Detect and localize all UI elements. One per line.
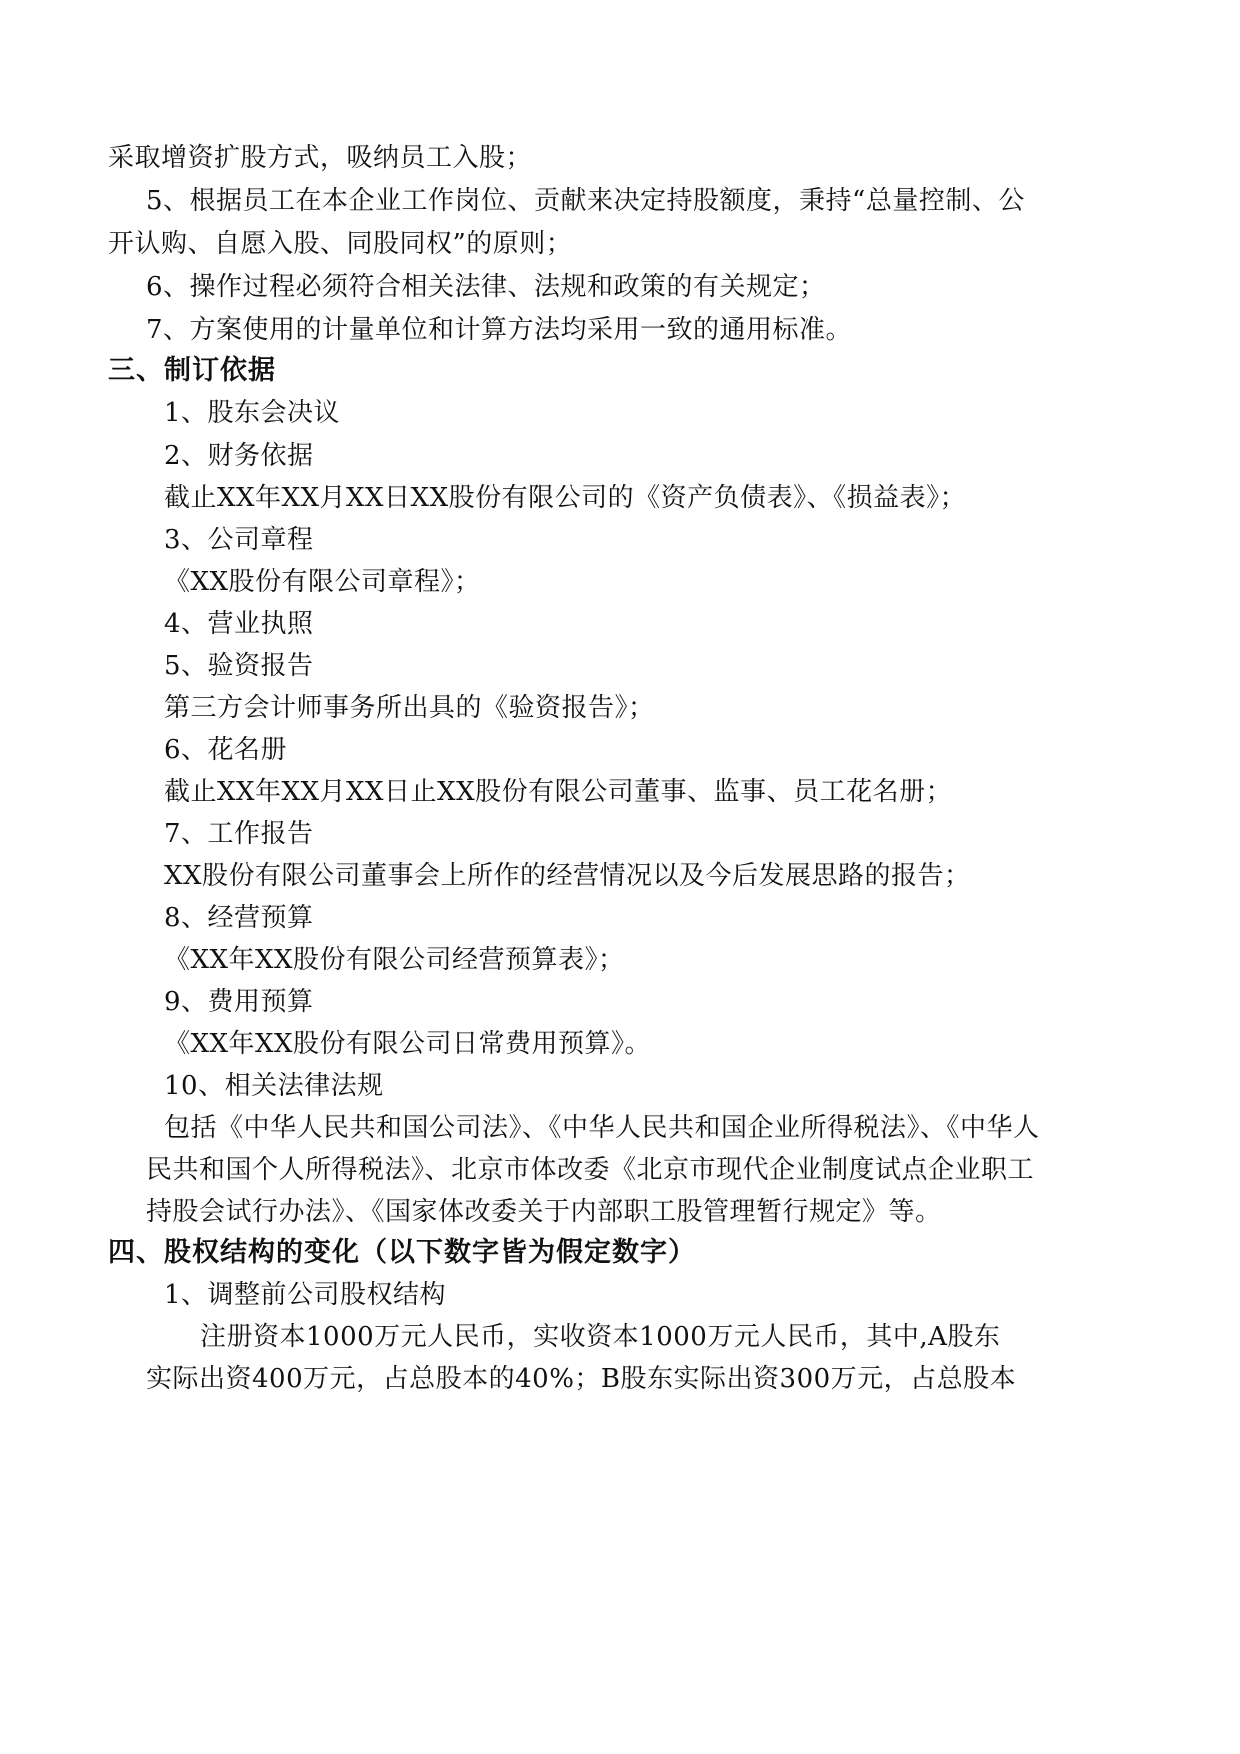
paragraph-line: 《XX股份有限公司章程》； [164,567,481,597]
paragraph-line: 注册资本1000万元人民币，实收资本1000万元人民币，其中,A股东 [200,1322,1001,1352]
paragraph-line: 截止XX年XX月XX日止XX股份有限公司董事、监事、员工花名册； [164,777,953,807]
paragraph-line: 开认购、自愿入股、同股同权”的原则； [108,229,573,259]
list-item: 3、公司章程 [164,525,314,555]
paragraph-line: 《XX年XX股份有限公司日常费用预算》。 [164,1029,652,1059]
paragraph-line: 包括《中华人民共和国公司法》、《中华人民共和国企业所得税法》、《中华人 [164,1113,1040,1143]
list-item: 7、工作报告 [164,819,314,849]
list-item: 9、费用预算 [164,987,314,1017]
list-item: 5、验资报告 [164,651,314,681]
list-item: 1、股东会决议 [164,398,341,428]
paragraph-line: 6、操作过程必须符合相关法律、法规和政策的有关规定； [146,272,826,302]
list-item: 10、相关法律法规 [164,1071,384,1101]
paragraph-line: 采取增资扩股方式，吸纳员工入股； [108,143,533,173]
paragraph-line: 持股会试行办法》、《国家体改委关于内部职工股管理暂行规定》等。 [146,1197,942,1227]
paragraph-line: 实际出资400万元，占总股本的40%；B股东实际出资300万元，占总股本 [146,1364,1017,1394]
list-item: 4、营业执照 [164,609,314,639]
paragraph-line: 民共和国个人所得税法》、北京市体改委《北京市现代企业制度试点企业职工 [146,1155,1035,1185]
paragraph-line: 《XX年XX股份有限公司经营预算表》； [164,945,625,975]
section-heading: 三、制订依据 [108,355,276,386]
list-item: 1、调整前公司股权结构 [164,1280,447,1310]
paragraph-line: 5、根据员工在本企业工作岗位、贡献来决定持股额度，秉持“总量控制、公 [146,186,1025,216]
paragraph-line: 截止XX年XX月XX日XX股份有限公司的《资产负债表》、《损益表》； [164,483,967,513]
list-item: 2、财务依据 [164,441,314,471]
section-heading: 四、股权结构的变化（以下数字皆为假定数字） [108,1237,696,1268]
paragraph-line: XX股份有限公司董事会上所作的经营情况以及今后发展思路的报告； [164,861,971,891]
list-item: 8、经营预算 [164,903,314,933]
paragraph-line: 第三方会计师事务所出具的《验资报告》； [164,693,655,723]
paragraph-line: 7、方案使用的计量单位和计算方法均采用一致的通用标准。 [146,315,853,345]
list-item: 6、花名册 [164,735,288,765]
